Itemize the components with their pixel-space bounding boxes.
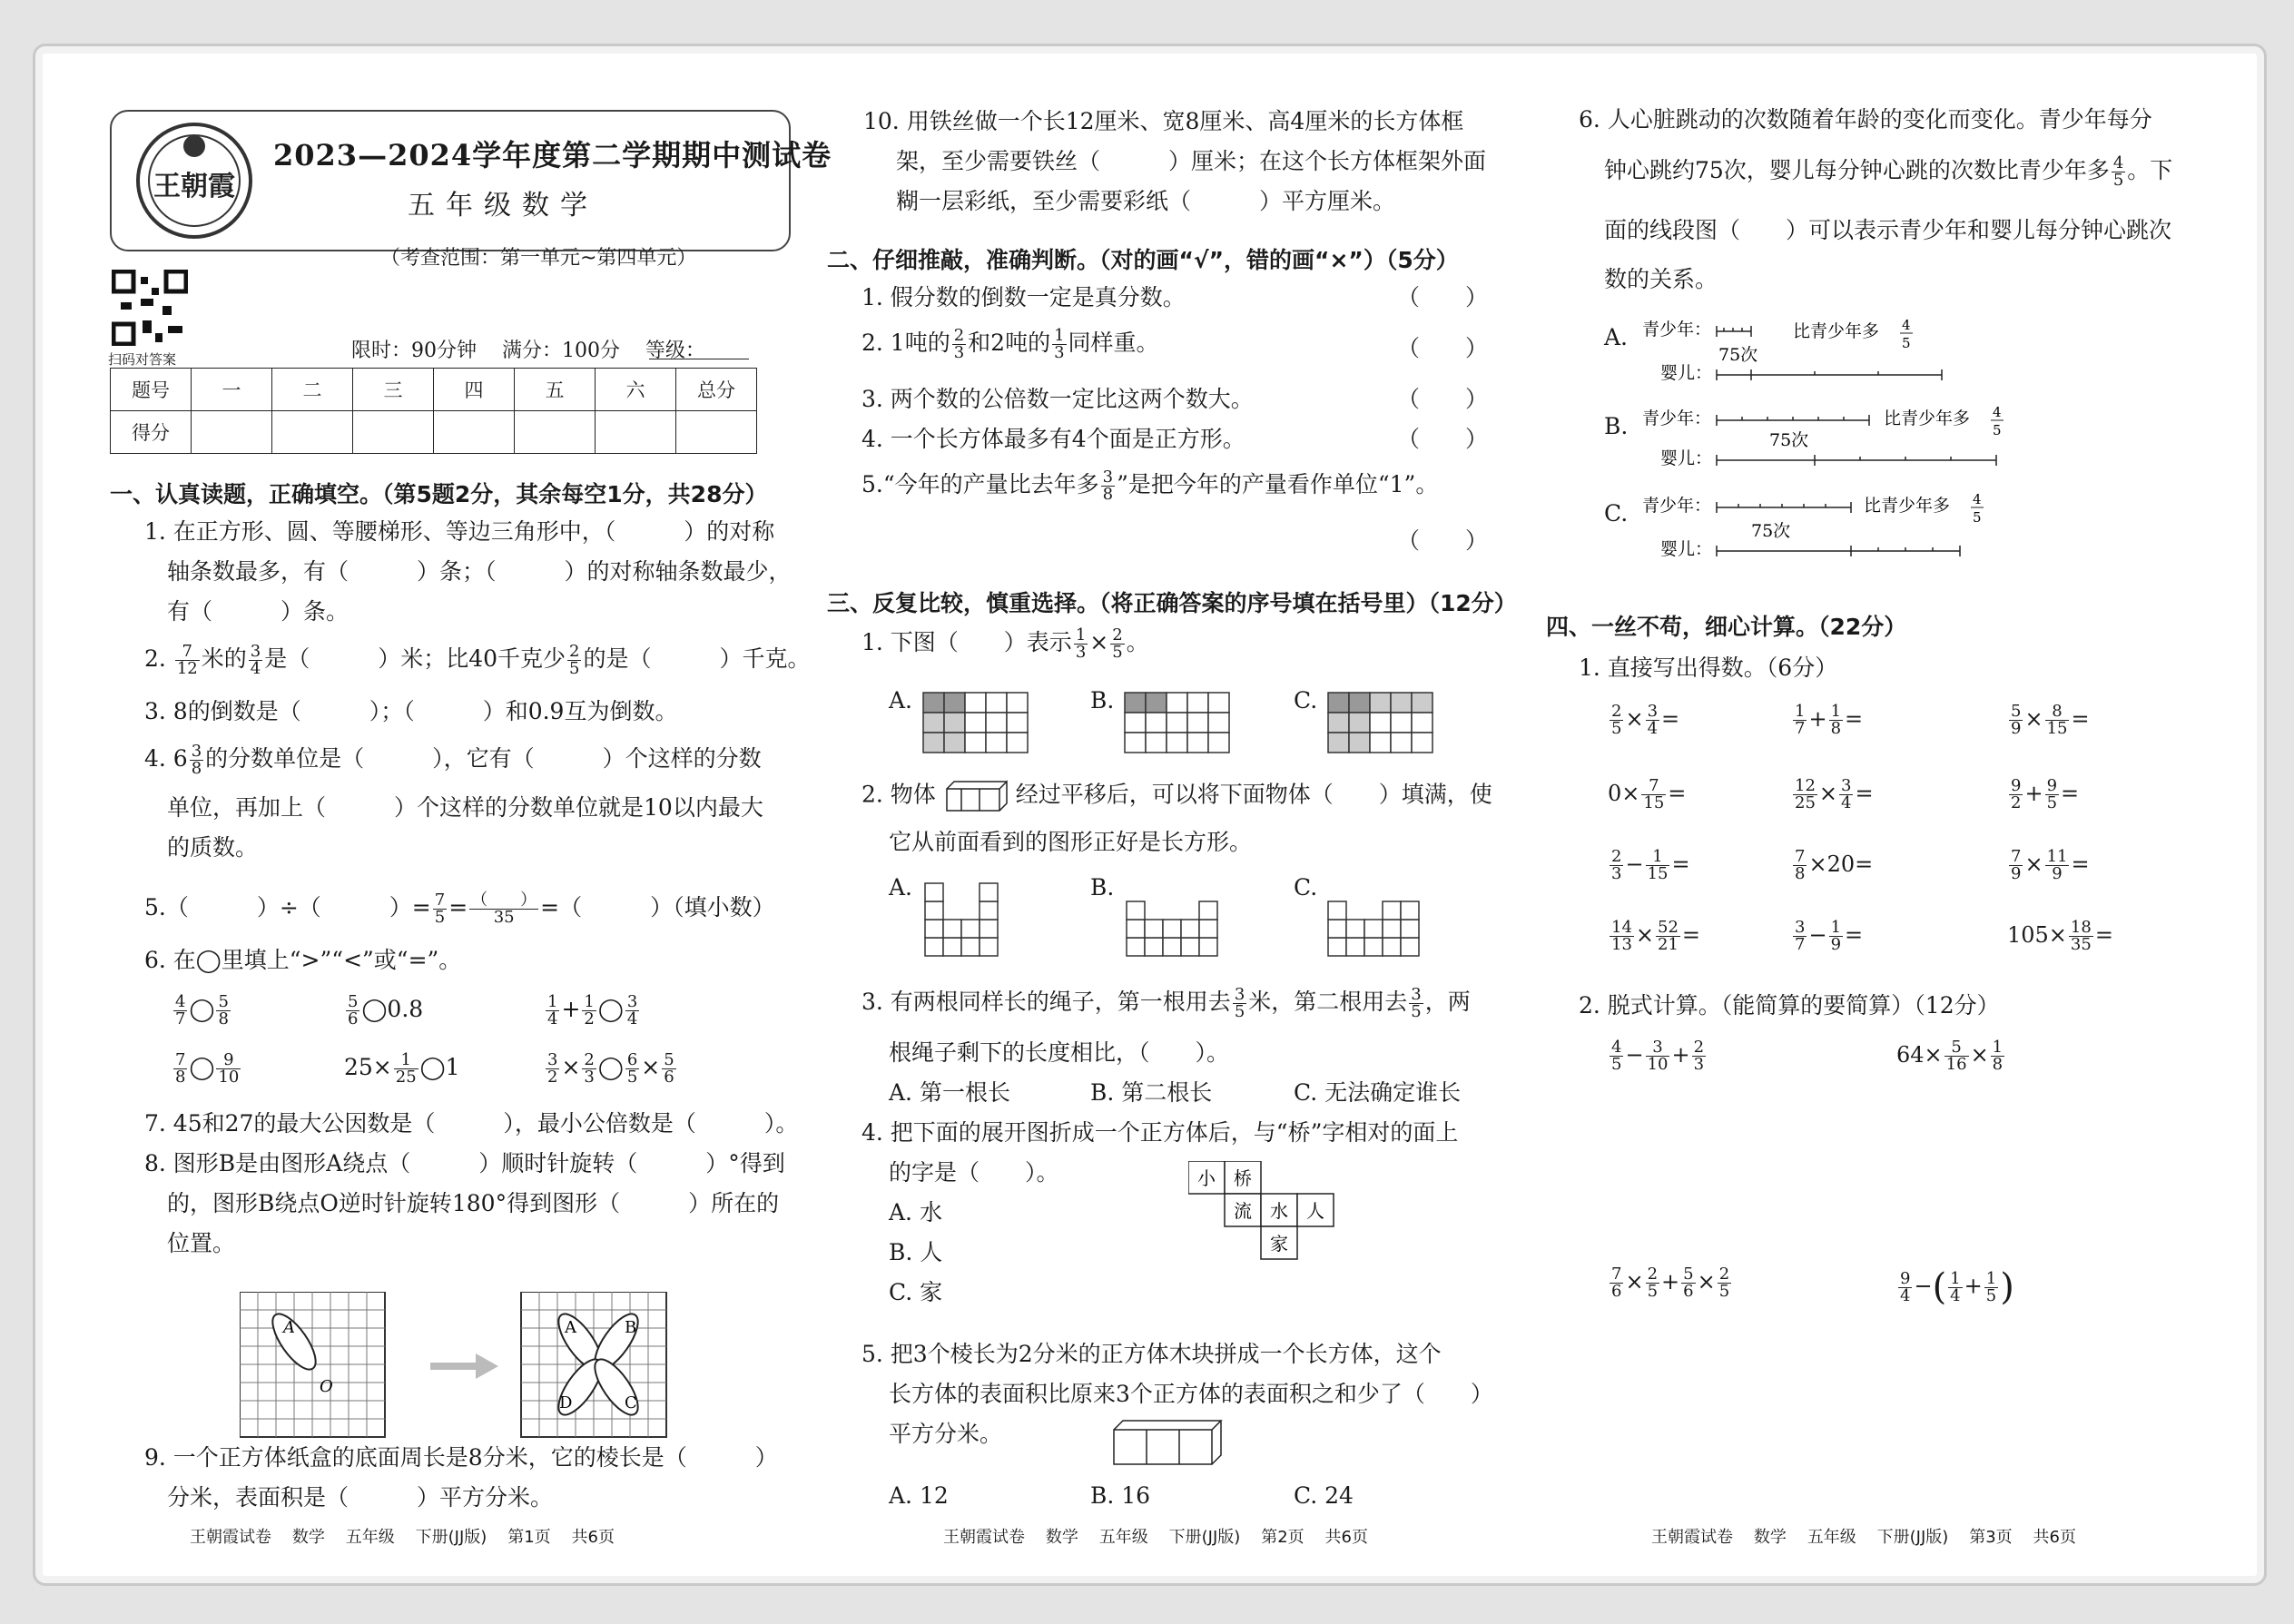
grid-cell — [1146, 713, 1167, 733]
score-row-label: 得分 — [111, 411, 192, 454]
calc-item: $\frac{7}{9}$ × $\frac{11}{9}$ = — [2011, 847, 2090, 883]
grid-option-b — [1123, 691, 1232, 756]
option-c[interactable]: C. — [1294, 687, 1318, 714]
q9-line-b: 分米，表面积是（ ）平方分米。 — [167, 1484, 554, 1511]
net-face: 小 — [1197, 1167, 1216, 1189]
option-b[interactable]: B. — [1604, 413, 1629, 439]
teen-label: 青少年： — [1642, 496, 1712, 516]
q8-line-b: 的，图形B绕点O逆时针旋转180°得到图形（ ）所在的 — [167, 1190, 780, 1216]
grid-cell — [1187, 693, 1208, 713]
q6-item: $\frac{5}{6}$ ◯0.8 — [348, 992, 424, 1029]
cube-cell — [943, 920, 961, 938]
q5: 5.（ ）÷（ ）= $\frac{7}{5}$ = $\frac{( )}{35}$ =（ ）（填小数） — [144, 891, 775, 927]
option-c[interactable]: C. — [1604, 500, 1629, 527]
cube-cell — [1328, 938, 1346, 956]
cube-cell — [1346, 938, 1364, 956]
net-face: 家 — [1270, 1233, 1288, 1255]
grid-cell — [1007, 713, 1028, 733]
judge-4: 4. 一个长方体最多有4个面是正方形。 — [861, 426, 1245, 452]
cube-cell — [1127, 920, 1145, 938]
section-3-title: 三、反复比较，慎重选择。（将正确答案的序号填在括号里）（12分） — [827, 590, 1517, 616]
cube-cell — [1364, 920, 1383, 938]
cube-cell — [1401, 938, 1419, 956]
fraction: $\frac{7}{12}$ — [176, 642, 198, 678]
cube-cell — [1199, 938, 1217, 956]
calc-item: $\frac{2}{3}$ − $\frac{1}{15}$ = — [1611, 847, 1690, 883]
grid-cell — [1391, 693, 1412, 713]
score-cell[interactable] — [272, 411, 353, 454]
logo-seal — [126, 117, 262, 244]
option-c[interactable]: C. 无法确定谁长 — [1294, 1079, 1462, 1106]
grid-cell — [1187, 713, 1208, 733]
seg-75-label: 75次 — [1751, 521, 1791, 541]
q10-line-a: 10. 用铁丝做一个长12厘米、宽8厘米、高4厘米的长方体框 — [863, 108, 1464, 134]
choice-2-line-b: 它从前面看到的图形正好是长方形。 — [889, 829, 1253, 855]
baby-label: 婴儿： — [1660, 363, 1713, 383]
svg-text:5: 5 — [1902, 335, 1911, 351]
cube-cell — [925, 920, 943, 938]
arrow-right-icon — [430, 1353, 498, 1379]
section-4-title: 四、一丝不苟，细心计算。（22分） — [1546, 614, 1907, 640]
q9-line-a: 9. 一个正方体纸盒的底面周长是8分米，它的棱长是（ ） — [144, 1444, 778, 1471]
judge-5: 5.“今年的产量比去年多 $\frac{3}{8}$ ”是把今年的产量看作单位“1”。 — [861, 468, 1439, 504]
net-face: 人 — [1306, 1200, 1324, 1222]
option-a[interactable]: A. — [1604, 324, 1629, 350]
q6-line-b: 钟心跳约75次，婴儿每分钟心跳的次数比青少年多 $\frac{4}{5}$ 。下 — [1604, 153, 2173, 190]
grid-cell — [1167, 733, 1187, 753]
cube-cell — [1401, 901, 1419, 920]
grid-cell — [1187, 733, 1208, 753]
three-cubes-figure — [1110, 1413, 1228, 1468]
choice-5-line-b: 长方体的表面积比原来3个正方体的表面积之和少了（ ） — [889, 1381, 1493, 1407]
svg-text:5: 5 — [1993, 422, 2002, 438]
footer-page-2: 王朝霞试卷 数学 五年级 下册(JJ版) 第2页 共6页 — [943, 1528, 1368, 1547]
calc-item: $\frac{3}{7}$ − $\frac{1}{9}$ = — [1795, 918, 1864, 954]
q6-item: 25× $\frac{1}{25}$ ◯1 — [344, 1050, 460, 1087]
grid-cell — [944, 733, 965, 753]
grid-cell — [1328, 693, 1349, 713]
calc-item: 0× $\frac{7}{15}$ = — [1608, 776, 1687, 812]
judge-paren[interactable]: （ ） — [1397, 386, 1489, 412]
q6-item: $\frac{4}{7}$ ◯ $\frac{5}{8}$ — [175, 992, 229, 1029]
cube-cell — [1199, 901, 1217, 920]
grid-cell — [1208, 693, 1229, 713]
score-cell[interactable] — [676, 411, 757, 454]
judge-2: 2. 1吨的 $\frac{2}{3}$ 和2吨的 $\frac{1}{3}$ 同样重。 — [861, 326, 1159, 362]
grid-cell — [965, 713, 986, 733]
grid-cell — [986, 713, 1007, 733]
option-b[interactable]: B. 16 — [1090, 1482, 1151, 1509]
cube-cell — [1401, 920, 1419, 938]
label-o: O — [320, 1377, 333, 1396]
q4-line-b: 单位，再加上（ ）个这样的分数单位就是10以内最大 — [167, 794, 763, 821]
label-a: A — [565, 1318, 576, 1337]
choice-4-line-b: 的字是（ ）。 — [889, 1159, 1059, 1186]
cube-cell — [1199, 920, 1217, 938]
judge-paren[interactable]: （ ） — [1397, 426, 1489, 452]
label-d: D — [559, 1393, 573, 1412]
grid-cell — [1370, 693, 1391, 713]
grid-cell — [1125, 733, 1146, 753]
cube-cell — [925, 901, 943, 920]
cube-cell — [961, 938, 980, 956]
grid-cell — [986, 733, 1007, 753]
cube-net — [1188, 1161, 1352, 1297]
grid-cell — [1167, 713, 1187, 733]
cube-cell — [925, 938, 943, 956]
q6-line-a: 6. 人心脏跳动的次数随着年龄的变化而变化。青少年每分 — [1579, 106, 2152, 133]
score-cell[interactable] — [596, 411, 676, 454]
grid-cell — [1208, 713, 1229, 733]
choice-1: 1. 下图（ ）表示 $\frac{1}{3}$ × $\frac{2}{5}$ 。 — [861, 625, 1149, 662]
q10-line-c: 糊一层彩纸，至少需要彩纸（ ）平方厘米。 — [896, 188, 1396, 214]
choice-3-line-b: 根绳子剩下的长度相比，（ ）。 — [889, 1039, 1230, 1066]
calc-expr: $\frac{9}{4}$ −( $\frac{1}{4}$ + $\frac{1}{5}$ ) — [1900, 1266, 2014, 1308]
logo-text: 王朝霞 — [153, 171, 235, 202]
q4-line-a: 4. 6 $\frac{3}{8}$ 的分数单位是（ ），它有（ ）个这样的分数 — [144, 742, 762, 778]
cube-cell — [1145, 938, 1163, 956]
grid-cell — [1146, 733, 1167, 753]
cube-cell — [961, 920, 980, 938]
q6-line-d: 数的关系。 — [1604, 266, 1718, 292]
choice-4: 4. 把下面的展开图折成一个正方体后，与“桥”字相对的面上 — [861, 1119, 1459, 1146]
shape-option-a — [921, 872, 1021, 963]
q8-line-c: 位置。 — [167, 1230, 236, 1256]
seg-more-label: 比青少年多 — [1864, 496, 1951, 516]
grid-cell — [923, 693, 944, 713]
svg-text:4: 4 — [1973, 491, 1982, 507]
qr-label: 扫码对答案 — [108, 351, 177, 368]
seg-more-label: 比青少年多 — [1793, 321, 1880, 341]
rotation-figure — [240, 1292, 821, 1446]
option-c[interactable]: C. — [1294, 874, 1318, 901]
cube-cell — [925, 883, 943, 901]
option-a[interactable]: A. 第一根长 — [889, 1079, 1010, 1106]
score-cell[interactable] — [515, 411, 596, 454]
calc-expr: 64× $\frac{5}{16}$ × $\frac{1}{8}$ — [1896, 1038, 2004, 1074]
cube-cell — [1145, 920, 1163, 938]
cube-cell — [1328, 920, 1346, 938]
option-a[interactable]: A. — [889, 687, 913, 714]
grid-cell — [1349, 693, 1370, 713]
exam-sheet — [33, 44, 2267, 1586]
grid-cell — [1125, 693, 1146, 713]
grid-cell — [1125, 713, 1146, 733]
calc-item: $\frac{9}{2}$ + $\frac{9}{5}$ = — [2011, 776, 2080, 812]
qr-code-icon[interactable] — [112, 270, 188, 346]
fraction: $\frac{3}{8}$ — [191, 742, 202, 778]
exam-meta: 限时：90分钟 满分：100分 等级： — [351, 340, 705, 362]
q6-item: $\frac{3}{2}$ × $\frac{2}{3}$ ◯ $\frac{6}{5}$ × $\frac{5}{6}$ — [547, 1050, 674, 1087]
grid-cell — [944, 693, 965, 713]
cube-cell — [1163, 920, 1181, 938]
q2: 2. $\frac{7}{12}$ 米的 $\frac{3}{4}$ 是（ ）米；比40千克少 $\frac{2}{5}$ 的是（ ）千克。 — [144, 642, 811, 678]
option-b[interactable]: B. 人 — [889, 1239, 943, 1265]
fraction: $\frac{3}{4}$ — [250, 642, 261, 678]
q1-line-a: 1. 在正方形、圆、等腰梯形、等边三角形中，（ ）的对称 — [144, 518, 775, 545]
exam-subtitle: 五年级数学 — [408, 190, 598, 221]
judge-1: 1. 假分数的倒数一定是真分数。 — [861, 284, 1186, 310]
grid-cell — [1146, 693, 1167, 713]
option-a[interactable]: A. 水 — [889, 1199, 942, 1225]
net-face: 桥 — [1234, 1167, 1252, 1189]
score-table — [110, 368, 757, 454]
baby-label: 婴儿： — [1660, 539, 1713, 559]
teen-label: 青少年： — [1642, 320, 1712, 340]
exam-title: 2023—2024学年度第二学期期中测试卷 — [273, 138, 832, 172]
calc-item: $\frac{7}{8}$ ×20= — [1795, 847, 1874, 883]
svg-text:4: 4 — [1902, 317, 1911, 333]
grid-cell — [1328, 713, 1349, 733]
grid-option-c — [1326, 691, 1435, 756]
option-b[interactable]: B. 第二根长 — [1090, 1079, 1213, 1106]
calc-1-title: 1. 直接写出得数。（6分） — [1579, 655, 1838, 681]
cube-cell — [1383, 920, 1401, 938]
label-b: B — [625, 1318, 637, 1337]
cube-cell — [1163, 938, 1181, 956]
cube-cell — [1328, 901, 1346, 920]
shape-option-b — [1123, 872, 1223, 963]
grid-cell — [1349, 733, 1370, 753]
teen-label: 青少年： — [1642, 408, 1712, 428]
grid-cell — [1391, 733, 1412, 753]
baby-label: 婴儿： — [1660, 448, 1713, 468]
calc-expr: $\frac{4}{5}$ − $\frac{3}{10}$ + $\frac{2}{3}$ — [1611, 1038, 1705, 1074]
judge-paren[interactable]: （ ） — [1397, 284, 1489, 310]
q1-line-c: 有（ ）条。 — [167, 598, 350, 625]
cube-cell — [980, 883, 998, 901]
block-object-icon — [943, 778, 1009, 814]
seg-75-label: 75次 — [1769, 430, 1809, 450]
grid-cell — [1349, 713, 1370, 733]
calc-item: $\frac{2}{5}$ × $\frac{3}{4}$ = — [1611, 702, 1680, 738]
grid-cell — [1412, 693, 1433, 713]
net-face: 水 — [1270, 1200, 1288, 1222]
grid-cell — [986, 693, 1007, 713]
grid-cell — [1007, 733, 1028, 753]
cube-cell — [980, 938, 998, 956]
calc-item: $\frac{12}{25}$ × $\frac{3}{4}$ = — [1795, 776, 1874, 812]
option-b[interactable]: B. — [1090, 687, 1115, 714]
exam-scope: （考查范围：第一单元~第四单元） — [380, 247, 697, 270]
shape-option-c — [1324, 872, 1424, 963]
score-header: 一 — [192, 369, 272, 411]
score-header: 二 — [272, 369, 353, 411]
choice-2: 2. 物体 经过平移后，可以将下面物体（ ）填满，使 — [861, 778, 1492, 814]
score-header: 五 — [515, 369, 596, 411]
score-cell[interactable] — [353, 411, 434, 454]
grid-cell — [923, 733, 944, 753]
score-header: 总分 — [676, 369, 757, 411]
cube-cell — [1383, 901, 1401, 920]
score-cell[interactable] — [192, 411, 272, 454]
cube-cell — [1346, 920, 1364, 938]
q4-line-c: 的质数。 — [167, 834, 259, 861]
score-header: 四 — [434, 369, 515, 411]
grid-cell — [1328, 733, 1349, 753]
score-header: 题号 — [111, 369, 192, 411]
cube-cell — [1181, 938, 1199, 956]
choice-5: 5. 把3个棱长为2分米的正方体木块拼成一个长方体，这个 — [861, 1341, 1442, 1367]
q10-line-b: 架，至少需要铁丝（ ）厘米；在这个长方体框架外面 — [896, 148, 1487, 174]
seg-75-label: 75次 — [1718, 345, 1758, 365]
calc-item: 105× $\frac{18}{35}$ = — [2007, 918, 2113, 954]
calc-item: $\frac{14}{13}$ × $\frac{52}{21}$ = — [1611, 918, 1701, 954]
judge-paren[interactable]: （ ） — [1397, 527, 1489, 554]
grid-option-a — [921, 691, 1030, 756]
grid-cell — [1007, 693, 1028, 713]
grid-cell — [1208, 733, 1229, 753]
score-cell[interactable] — [434, 411, 515, 454]
grid-cell — [1391, 713, 1412, 733]
grid-cell — [1412, 733, 1433, 753]
q8-line-a: 8. 图形B是由图形A绕点（ ）顺时针旋转（ ）°得到 — [144, 1150, 785, 1176]
section-1-title: 一、认真读题，正确填空。（第5题2分，其余每空1分，共28分） — [110, 481, 768, 507]
footer-page-1: 王朝霞试卷 数学 五年级 下册(JJ版) 第1页 共6页 — [190, 1528, 615, 1547]
calc-item: $\frac{1}{7}$ + $\frac{1}{8}$ = — [1795, 702, 1864, 738]
cube-cell — [1181, 920, 1199, 938]
q6-item: $\frac{7}{8}$ ◯ $\frac{9}{10}$ — [175, 1050, 240, 1087]
option-c[interactable]: C. 家 — [889, 1279, 943, 1305]
cube-cell — [980, 901, 998, 920]
cube-cell — [1127, 901, 1145, 920]
option-a[interactable]: A. 12 — [889, 1482, 949, 1509]
cube-cell — [1364, 938, 1383, 956]
option-c[interactable]: C. 24 — [1294, 1482, 1354, 1509]
grid-cell — [965, 733, 986, 753]
grid-cell — [1370, 713, 1391, 733]
footer-page-3: 王朝霞试卷 数学 五年级 下册(JJ版) 第3页 共6页 — [1651, 1528, 2076, 1547]
q7: 7. 45和27的最大公因数是（ ），最小公倍数是（ ）。 — [144, 1110, 799, 1137]
cube-cell — [980, 920, 998, 938]
net-face: 流 — [1234, 1200, 1252, 1222]
cube-cell — [1383, 938, 1401, 956]
cube-cell — [1127, 938, 1145, 956]
fraction: $\frac{2}{5}$ — [569, 642, 580, 678]
calc-expr: $\frac{7}{6}$ × $\frac{2}{5}$ + $\frac{5}{6}$ × $\frac{2}{5}$ — [1611, 1265, 1730, 1301]
judge-paren[interactable]: （ ） — [1397, 335, 1489, 361]
grid-cell — [944, 713, 965, 733]
calc-2-title: 2. 脱式计算。（能简算的要简算）（12分） — [1579, 992, 2000, 1019]
grid-cell — [1167, 693, 1187, 713]
choice-3: 3. 有两根同样长的绳子，第一根用去 $\frac{3}{5}$ 米，第二根用去 $\frac{3}{5}$ ，两 — [861, 985, 1471, 1021]
option-b[interactable]: B. — [1090, 874, 1115, 901]
judge-3: 3. 两个数的公倍数一定比这两个数大。 — [861, 386, 1254, 412]
seg-more-label: 比青少年多 — [1884, 408, 1971, 428]
label-c: C — [625, 1393, 637, 1412]
q3: 3. 8的倒数是（ ）；（ ）和0.9互为倒数。 — [144, 698, 678, 724]
grid-cell — [1412, 713, 1433, 733]
q6-line-c: 面的线段图（ ）可以表示青少年和婴儿每分钟心跳次 — [1604, 217, 2172, 243]
segment-diagrams — [1633, 310, 2014, 582]
q6: 6. 在◯里填上“>”“<”或“=”。 — [144, 947, 462, 973]
q1-line-b: 轴条数最多，有（ ）条；（ ）的对称轴条数最少， — [167, 558, 792, 585]
score-header: 六 — [596, 369, 676, 411]
grid-cell — [1370, 733, 1391, 753]
choice-5-line-c: 平方分米。 — [889, 1421, 1003, 1447]
q6-item: $\frac{1}{4}$ + $\frac{1}{2}$ ◯ $\frac{3}{4}$ — [547, 992, 638, 1029]
section-2-title: 二、仔细推敲，准确判断。（对的画“√”，错的画“×”）（5分） — [827, 247, 1459, 273]
grid-cell — [923, 713, 944, 733]
option-a[interactable]: A. — [889, 874, 913, 901]
score-header: 三 — [353, 369, 434, 411]
grid-cell — [965, 693, 986, 713]
cube-cell — [943, 938, 961, 956]
svg-text:5: 5 — [1973, 509, 1982, 526]
label-a: A — [283, 1318, 295, 1337]
calc-item: $\frac{5}{9}$ × $\frac{8}{15}$ = — [2011, 702, 2090, 738]
svg-text:4: 4 — [1993, 404, 2002, 420]
